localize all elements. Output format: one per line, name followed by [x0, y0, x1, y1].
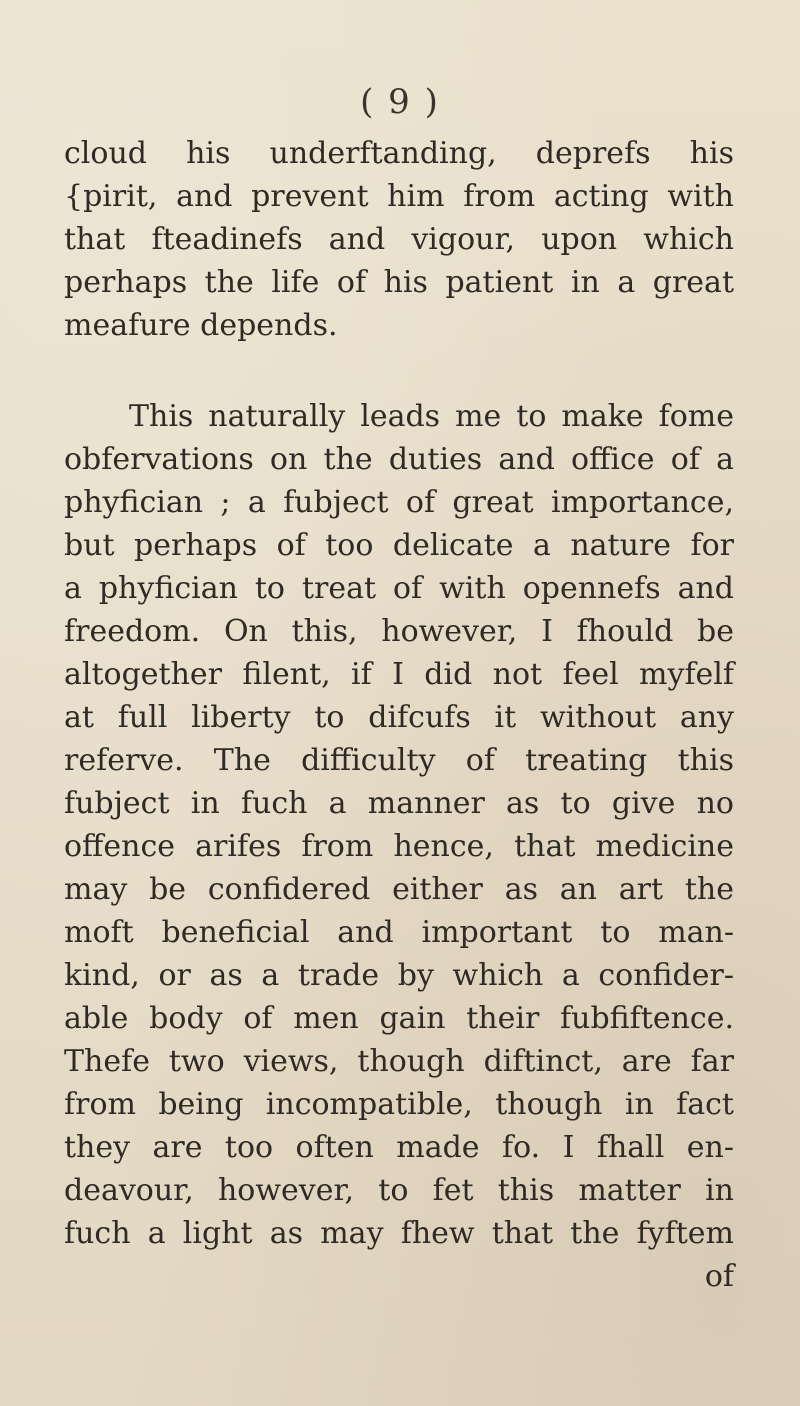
- text-line-5: meafure depends.: [64, 308, 338, 343]
- text-line-9: but perhaps of too delicate a nature for: [64, 528, 734, 563]
- text-line-12: altogether filent, if I did not feel myfelf: [64, 657, 734, 692]
- text-line-13: at full liberty to difcufs it without any: [64, 700, 734, 735]
- text-line-8: phyfician ; a fubject of great importance,: [64, 485, 734, 520]
- text-line-21: Thefe two views, though diftinct, are far: [64, 1044, 734, 1079]
- text-line-6: This naturally leads me to make fome: [129, 399, 734, 434]
- text-line-2: {pirit, and prevent him from acting with: [64, 179, 734, 214]
- paragraph-gap: [64, 347, 734, 395]
- page-body-text: [64, 132, 734, 1298]
- catchword: of: [704, 1259, 734, 1294]
- text-line-19: kind, or as a trade by which a confider-: [64, 958, 734, 993]
- text-line-22: from being incompatible, though in fact: [64, 1087, 734, 1122]
- text-line-14: referve. The difficulty of treating this: [64, 743, 734, 778]
- text-line-7: obfervations on the duties and office of a: [64, 442, 734, 477]
- text-line-1: cloud his underftanding, deprefs his: [64, 136, 734, 171]
- text-line-11: freedom. On this, however, I fhould be: [64, 614, 734, 649]
- text-line-23: they are too often made fo. I fhall en-: [64, 1130, 734, 1165]
- text-line-4: perhaps the life of his patient in a great: [64, 265, 734, 300]
- text-line-24: deavour, however, to fet this matter in: [64, 1173, 734, 1208]
- text-line-15: fubject in fuch a manner as to give no: [64, 786, 734, 821]
- text-line-10: a phyfician to treat of with opennefs and: [64, 571, 734, 606]
- page-number-header: ( 9 ): [360, 82, 440, 122]
- text-line-18: moft beneficial and important to man-: [64, 915, 734, 950]
- text-line-3: that fteadinefs and vigour, upon which: [64, 222, 734, 257]
- text-line-20: able body of men gain their fubfiftence.: [64, 1001, 734, 1036]
- text-line-17: may be confidered either as an art the: [64, 872, 734, 907]
- text-line-25: fuch a light as may fhew that the fyftem: [64, 1216, 734, 1251]
- text-line-16: offence arifes from hence, that medicine: [64, 829, 734, 864]
